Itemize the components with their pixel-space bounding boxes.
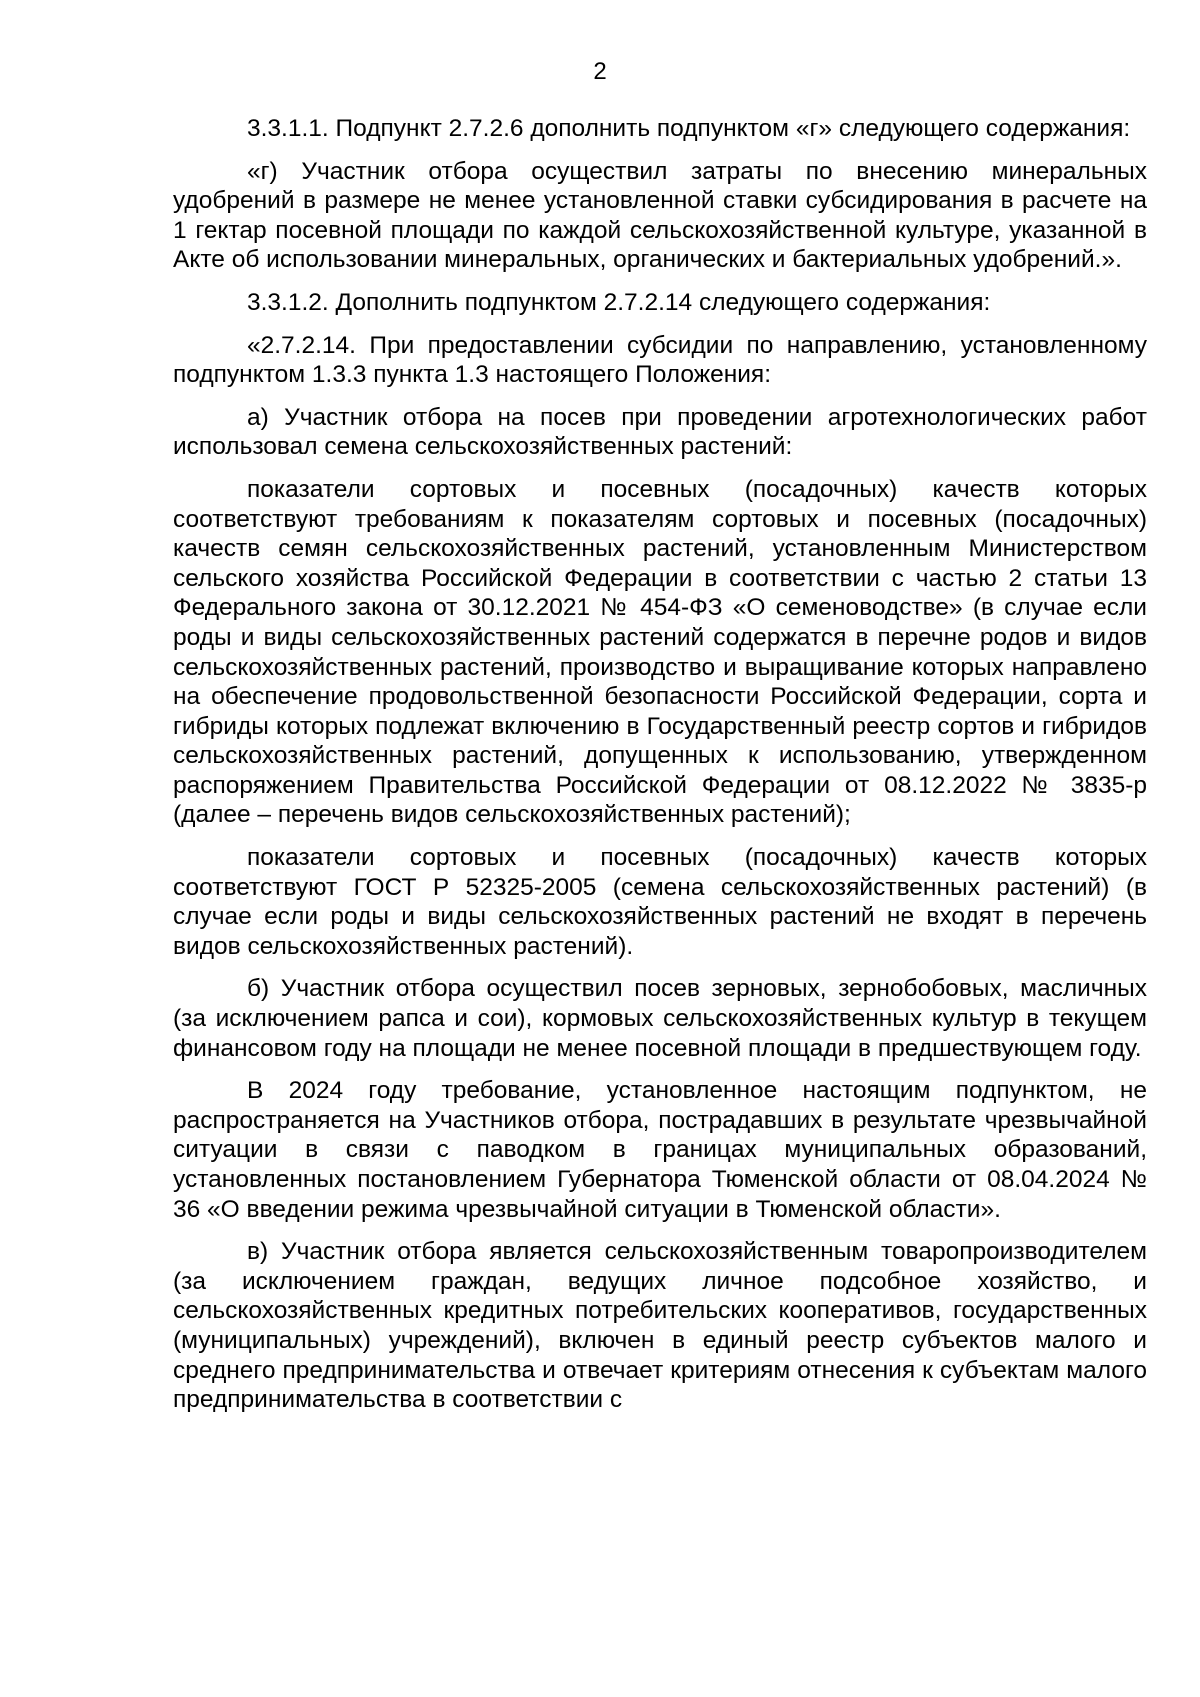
paragraph-3-3-1-1: 3.3.1.1. Подпункт 2.7.2.6 дополнить подпунктом «г» следующего содержания: — [247, 115, 1131, 142]
paragraph-subitem-b: б) Участник отбора осуществил посев зерновых, зернобобовых, масличных (за исключением рапса и сои), кормовых сельскохозяйственных культур в текущем финансовом году на площади не менее посевной площади в предшествующем году. — [173, 975, 1147, 1062]
paragraph-seed-quality-requirements: показатели сортовых и посевных (посадочных) качеств которых соответствуют требованиям к показателям сортовых и посевных (посадочных) качеств семян сельскохозяйственных растений, установленным Министерством сельского хозяйства Российской Федерации в соответствии с частью 2 статьи 13 Федерального закона от 30.12.2021 № 454-ФЗ «О семеноводстве» (в случае если роды и виды сельскохозяйственных растений содержатся в перечне родов и видов сельскохозяйственных растений, производство и выращивание которых направлено на обеспечение продовольственной безопасности Российской Федерации, сорта и гибриды которых подлежат включению в Государственный реестр сортов и гибридов сельскохозяйственных растений, допущенных к использованию, утвержденном распоряжением Правительства Российской Федерации от 08.12.2022 № 3835-р (далее – перечень видов сельскохозяйственных растений); — [173, 475, 1147, 829]
paragraph-gost-requirements: показатели сортовых и посевных (посадочных) качеств которых соответствуют ГОСТ Р 52325-2005 (семена сельскохозяйственных растений) (в случае если роды и виды сельскохозяйственных растений не входят в перечень видов сельскохозяйственных растений). — [173, 844, 1147, 960]
page-number: 2 — [593, 58, 607, 85]
document-body — [173, 114, 1147, 1415]
paragraph-subitem-a: а) Участник отбора на посев при проведении агротехнологических работ использовал семена сельскохозяйственных растений: — [173, 403, 1147, 461]
paragraph-subitem-g: «г) Участник отбора осуществил затраты по внесению минеральных удобрений в размере не менее установленной ставки субсидирования в расчете на 1 гектар посевной площади по каждой сельскохозяйственной культуре, указанной в Акте об использовании минеральных, органических и бактериальных удобрений.». — [173, 157, 1147, 274]
paragraph-2024-exception: В 2024 году требование, установленное настоящим подпунктом, не распространяется на Участников отбора, пострадавших в результате чрезвычайной ситуации в связи с паводком в границах муниципальных образований, установленных постановлением Губернатора Тюменской области от 08.04.2024 № 36 «О введении режима чрезвычайной ситуации в Тюменской области». — [173, 1077, 1147, 1223]
paragraph-3-3-1-2: 3.3.1.2. Дополнить подпунктом 2.7.2.14 следующего содержания: — [247, 288, 991, 316]
paragraph-2-7-2-14: «2.7.2.14. При предоставлении субсидии по направлению, установленному подпунктом 1.3.3 пункта 1.3 настоящего Положения: — [173, 331, 1147, 389]
paragraph-subitem-v: в) Участник отбора является сельскохозяйственным товаропроизводителем (за исключением граждан, ведущих личное подсобное хозяйство, и сельскохозяйственных кредитных потребительских кооперативов, государственных (муниципальных) учреждений), включен в единый реестр субъектов малого и среднего предпринимательства и отвечает критериям отнесения к субъектам малого предпринимательства в соответствии с — [173, 1238, 1147, 1414]
